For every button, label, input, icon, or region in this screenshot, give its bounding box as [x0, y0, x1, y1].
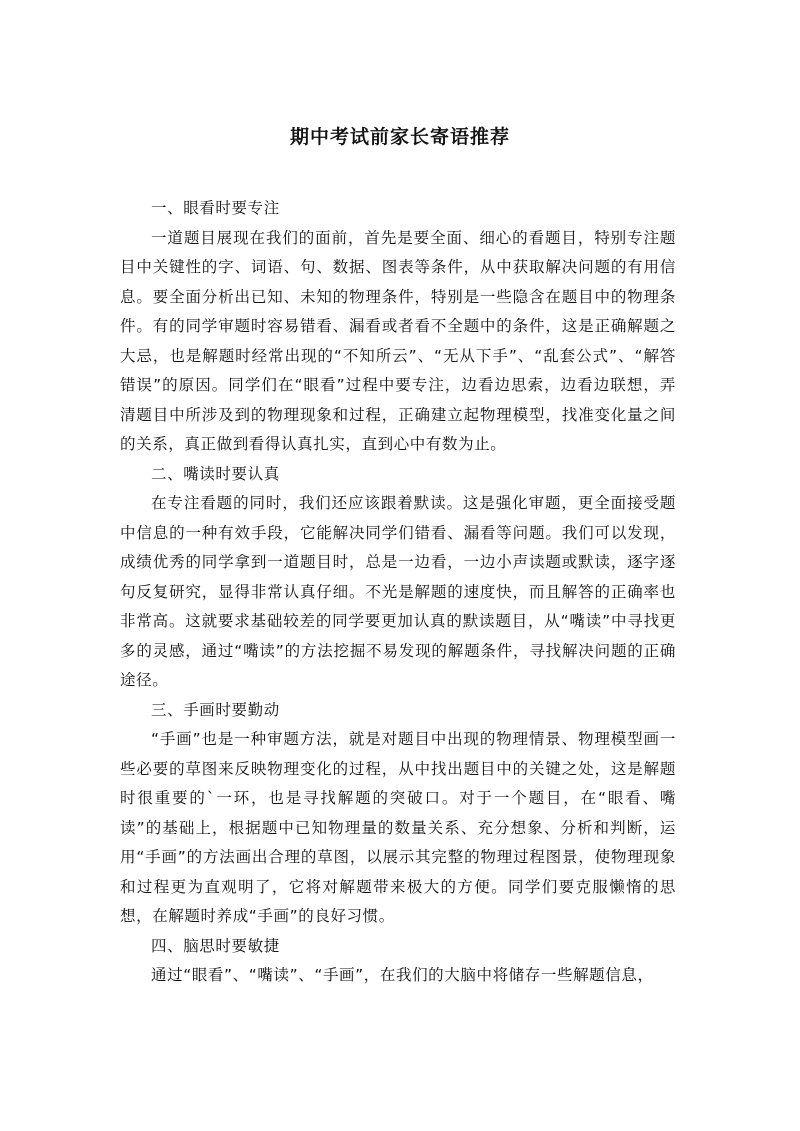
section-paragraph-1: 一道题目展现在我们的面前，首先是要全面、细心的看题目，特别专注题目中关键性的字、词语、句、数据、图表等条件，从中获取解决问题的有用信息。要全面分析出已知、未知的物理条件，特别是一些隐含在题目中的物理条件。有的同学审题时容易错看、漏看或者看不全题中的条件，这是正确解题之大忌，也是解题时经常出现的“不知所云”、“无从下手”、“乱套公式”、“解答错误”的原因。同学们在“眼看”过程中要专注，边看边思索，边看边联想，弄清题目中所涉及到的物理现象和过程，正确建立起物理模型，找准变化量之间的关系，真正做到看得认真扎实，直到心中有数为止。	[120, 228, 676, 453]
document-title: 期中考试前家长寄语推荐	[289, 126, 510, 148]
section-paragraph-3: “手画”也是一种审题方法，就是对题目中出现的物理情景、物理模型画一些必要的草图来反映物理变化的过程，从中找出题目中的关键之处，这是解题时很重要的`一环，也是寻找解题的突破口。对于一个题目，在“眼看、嘴读”的基础上，根据题中已知物理量的数量关系、充分想象、分析和判断，运用“手画”的方法画出合理的草图，以展示其完整的物理过程图景，使物理现象和过程更为直观明了，它将对解题带来极大的方便。同学们要克服懒惰的思想，在解题时养成“手画”的良好习惯。	[120, 730, 676, 925]
section-heading-3: 三、手画时要勤动	[151, 700, 280, 719]
document-body	[120, 194, 676, 991]
section-heading-4: 四、脑思时要敏捷	[151, 936, 280, 955]
section-heading-2: 二、嘴读时要认真	[151, 464, 280, 483]
section-paragraph-2: 在专注看题的同时，我们还应该跟着默读。这是强化审题，更全面接受题中信息的一种有效手段，它能解决同学们错看、漏看等问题。我们可以发现，成绩优秀的同学拿到一道题目时，总是一边看，一边小声读题或默读，逐字逐句反复研究，显得非常认真仔细。不光是解题的速度快，而且解答的正确率也非常高。这就要求基础较差的同学要更加认真的默读题目，从“嘴读”中寻找更多的灵感，通过“嘴读”的方法挖掘不易发现的解题条件，寻找解决问题的正确途径。	[120, 494, 676, 689]
section-paragraph-4: 通过“眼看”、“嘴读”、“手画”，在我们的大脑中将储存一些解题信息，	[151, 966, 654, 984]
section-heading-1: 一、眼看时要专注	[151, 199, 280, 217]
